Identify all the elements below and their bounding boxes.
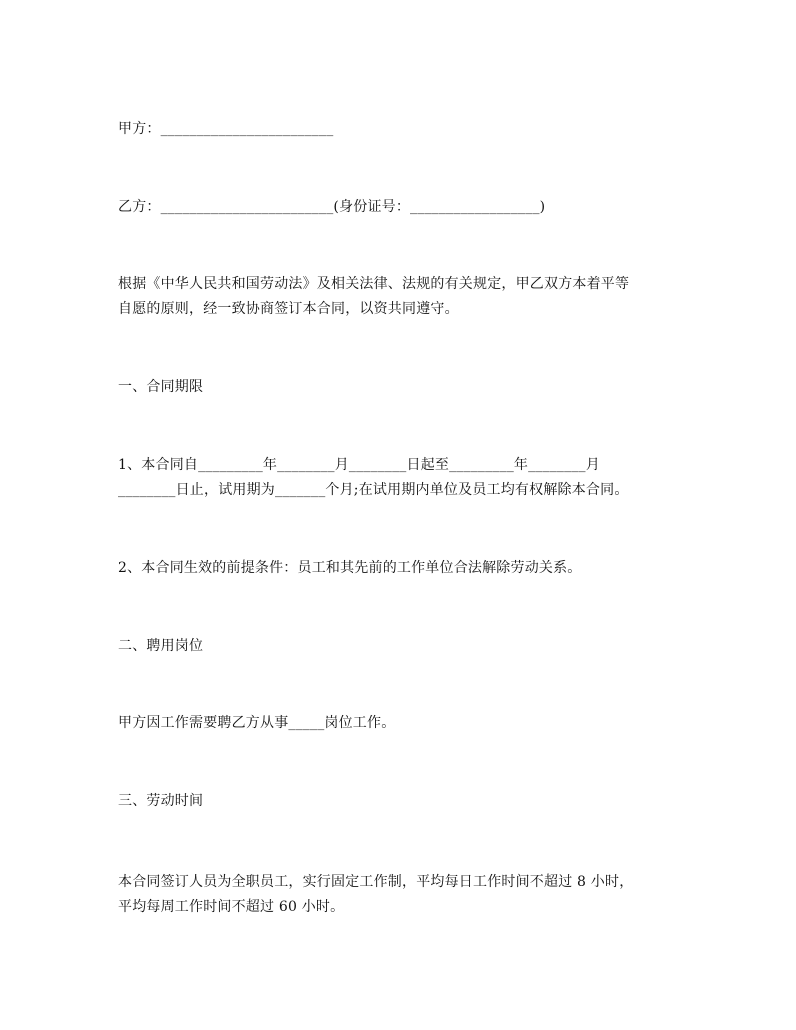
party-b-line: 乙方：________________________(身份证号：__________________) xyxy=(118,199,546,215)
clause-1-line-2: ________日止，试用期为_______个月;在试用期内单位及员工均有权解除本合同。 xyxy=(118,482,629,498)
clause-2-line: 2、本合同生效的前提条件：员工和其先前的工作单位合法解除劳动关系。 xyxy=(118,560,582,576)
section-heading-position: 二、聘用岗位 xyxy=(118,638,204,654)
section-heading-hours: 三、劳动时间 xyxy=(118,793,204,809)
working-hours-line-1: 本合同签订人员为全职员工，实行固定工作制，平均每日工作时间不超过 8 小时， xyxy=(118,874,634,890)
section-heading-term: 一、合同期限 xyxy=(118,379,204,395)
party-a-line: 甲方：________________________ xyxy=(118,121,334,137)
preamble-line-2: 自愿的原则，经一致协商签订本合同，以资共同遵守。 xyxy=(118,301,459,317)
working-hours-line-2: 平均每周工作时间不超过 60 小时。 xyxy=(118,899,345,915)
preamble-line-1: 根据《中华人民共和国劳动法》及相关法律、法规的有关规定，甲乙双方本着平等 xyxy=(118,276,630,292)
clause-1-line-1: 1、本合同自_________年________月________日起至_________年________月 xyxy=(118,457,600,473)
position-line: 甲方因工作需要聘乙方从事_____岗位工作。 xyxy=(118,715,396,731)
